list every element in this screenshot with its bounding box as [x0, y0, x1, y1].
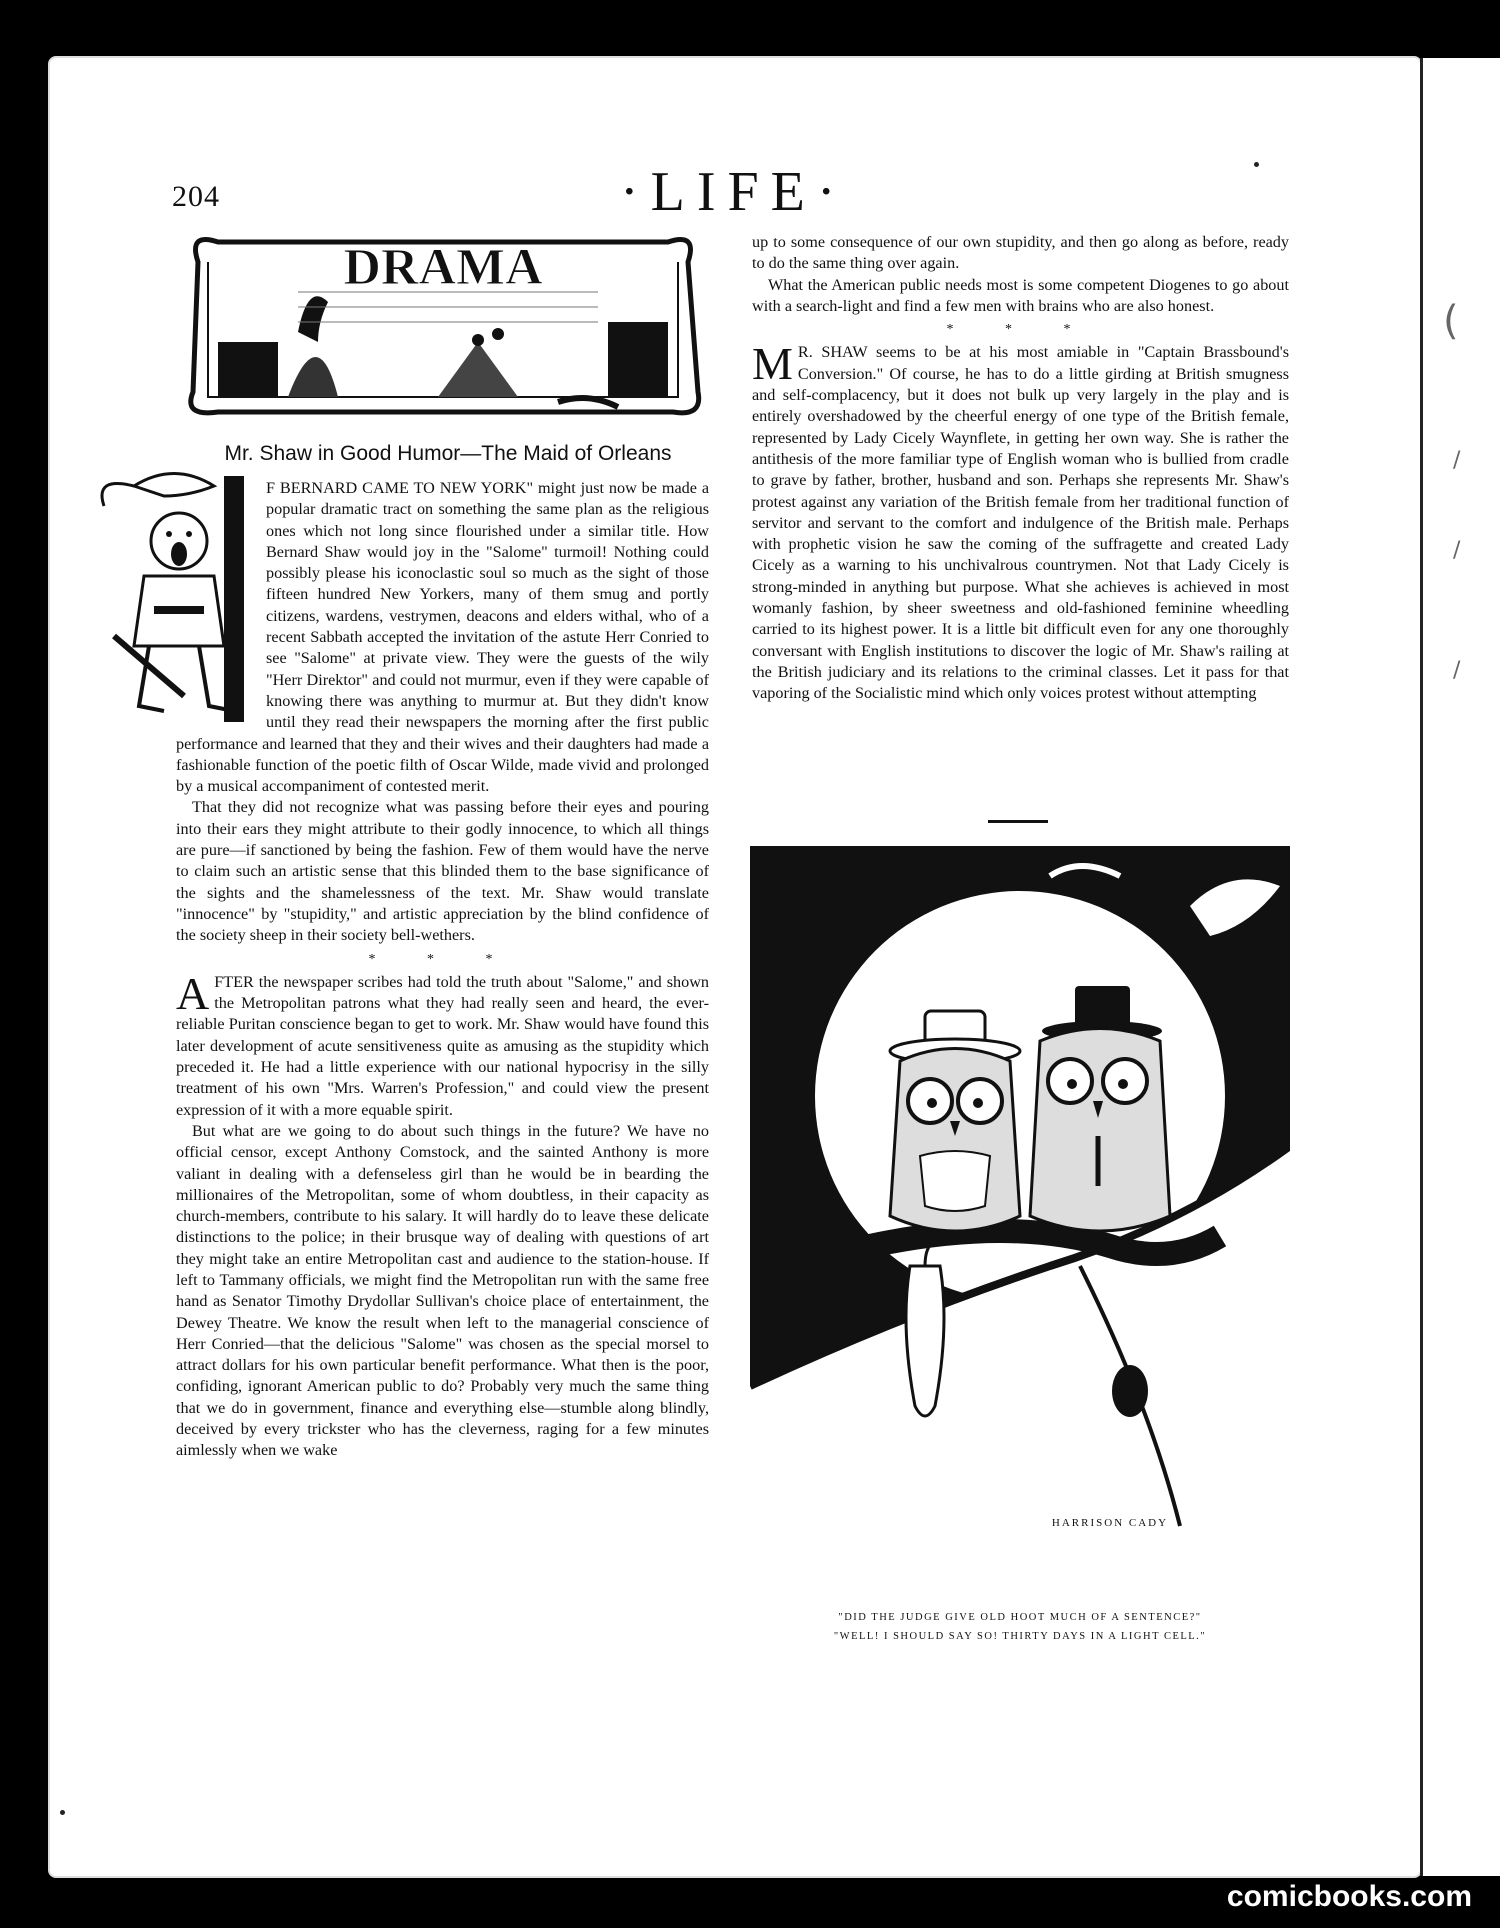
print-speck	[60, 1810, 65, 1815]
paragraph: M R. SHAW seems to be at his most amiable in "Captain Brassbound's Conversion." Of course, he has to do a little girding at British smugness and self-complacency, but it does not bulk up very largely in the play and is entirely overshadowed by the cheerful energy of one type of the British female, represented by Lady Cicely Waynflete, in getting her own way. She is rather the antithesis of the more familiar type of English woman who is bullied from cradle to grave by father, brother, husband and son. Perhaps she represents Mr. Shaw's protest against any variation of the British female from her traditional function of servitor and servant to the comfort and indulgence of the British male. Perhaps with prophetic vision he saw the coming of the suffragette and created Lady Cicely as a warning to his unchivalrous countrymen. Not that Lady Cicely is strong-minded in anything but purpose. What she achieves is achieved in most womanly fashion, by sheer sweetness and old-fashioned feminine wheedling carried to its highest power. It is a little bit difficult even for any one thoroughly conversant with English institutions to discover the logic of Mr. Shaw's railing at the British judiciary and its relations to the criminal classes. Let it pass for that vaporing of the Socialistic mind which only voices protest without attempting	[752, 338, 1289, 703]
owl-left	[890, 1011, 1020, 1231]
paragraph: up to some consequence of our own stupidity, and then go along as before, ready to do the same thing over again.	[752, 233, 1289, 273]
paragraph: What the American public needs most is some competent Diogenes to go about with a search-light and find a few men with brains who are also honest.	[752, 275, 1289, 315]
artist-signature: HARRISON CADY	[1051, 1517, 1169, 1529]
caption-line: "WELL! I SHOULD SAY SO! THIRTY DAYS IN A LIGHT CELL."	[833, 1631, 1207, 1642]
masthead: ·LIFE·	[620, 161, 848, 223]
caption-line: "DID THE JUDGE GIVE OLD HOOT MUCH OF A SENTENCE?"	[838, 1612, 1202, 1623]
section-separator: * * *	[368, 951, 517, 967]
paragraph: But what are we going to do about such things in the future? We have no official censor, except Anthony Comstock, and the sainted Anthony is more valiant in dealing with a defenseless girl than he would be in bearding the millionaires of the Metropolitan, some of whom doubtless, in their capacity as church-members, contribute to his salary. It will hardly do to leave these delicate distinctions to the police; in their brusque way of dealing with questions of art they might take an entire Metropolitan cast and audience to the station-house. If left to Tammany officials, we might find the Metropolitan run with the same free hand as Senator Timothy Drydollar Sullivan's choice place of entertainment, the Dewey Theatre. We know the result when left to the managerial conscience of Herr Conried—that the delicious "Salome" was chosen as the special morsel to attract dollars for his own particular benefit performance. What then is the poor, confiding, ignorant American public to do? Probably very much the same thing that we do in government, finance and everything else—stumble along blindly, deceived by every trickster who has the cleverness, raging for a few minutes aimlessly when we wake	[176, 1121, 709, 1460]
watermark: comicbooks.com	[1226, 1880, 1472, 1913]
section-separator: * * *	[946, 322, 1095, 338]
next-page-edge: ( / / /	[1420, 58, 1500, 1876]
paragraph-intro: F BERNARD CAME TO NEW YORK" might just now be made a popular dramatic tract on something the same plan as the religious ones which not long since flourished under a similar title. How Bernard Shaw would joy in the "Salome" turmoil! Nothing could possibly please his iconoclastic soul so much as the sight of those fifteen hundred New Yorkers, many of them smug and portly citizens, wardens, vestrymen, deacons and elders withal, who of a recent Sabbath accepted the invitation of the astute Herr Conried to see "Salome" at private view. They were the guests of the wily "Herr Direktor" and could not murmur, even if they were capable of knowing there was anything to murmur at. But they didn't know until they read their newspapers the morning after the first public performance and learned that they and their wives and their daughters had made a fashionable function of the poetic filth of Oscar Wilde, made vivid and prolonged by a musical accompaniment of contested merit.	[176, 479, 709, 796]
column-rule	[988, 820, 1048, 823]
paragraph: AFTER the newspaper scribes had told the truth about "Salome," and shown the Metropolitan patrons what they had really seen and heard, the ever-reliable Puritan conscience began to get to work. Mr. Shaw would have found this later development of acute sensitiveness quite as amusing as the stupidity which preceded it. He had a little experience with our national hypocrisy in the silly treatment of his own "Mrs. Warren's Profession," and could view the present expression of it with a more equable spirit.	[176, 967, 709, 1119]
initial-spacer	[176, 478, 266, 723]
drama-banner-illustration	[178, 222, 708, 422]
drop-cap: A	[176, 967, 210, 1019]
paragraph: That they did not recognize what was passing before their eyes and pouring into their ears they might attribute to their godly innocence, to which all things are pure—if sanctioned by being the fashion. Few of them would have the nerve to claim such an artistic sense that this blinded them to the base significance of the sights and the shamelessness of the text. Mr. Shaw would translate "innocence" by "stupidity," and artistic appreciation by the blind confidence of the society sheep in their society bell-wethers.	[176, 798, 709, 945]
banner-title: DRAMA	[343, 239, 543, 296]
print-speck	[1254, 162, 1259, 167]
owls-on-branch-illustration	[750, 846, 1290, 1542]
right-column	[752, 232, 1289, 705]
illustration-caption	[750, 1608, 1290, 1646]
article-headline: Mr. Shaw in Good Humor—The Maid of Orleans	[224, 442, 672, 465]
page-number: 204	[172, 180, 220, 213]
drop-cap: M	[752, 338, 793, 390]
left-column	[176, 478, 709, 1462]
